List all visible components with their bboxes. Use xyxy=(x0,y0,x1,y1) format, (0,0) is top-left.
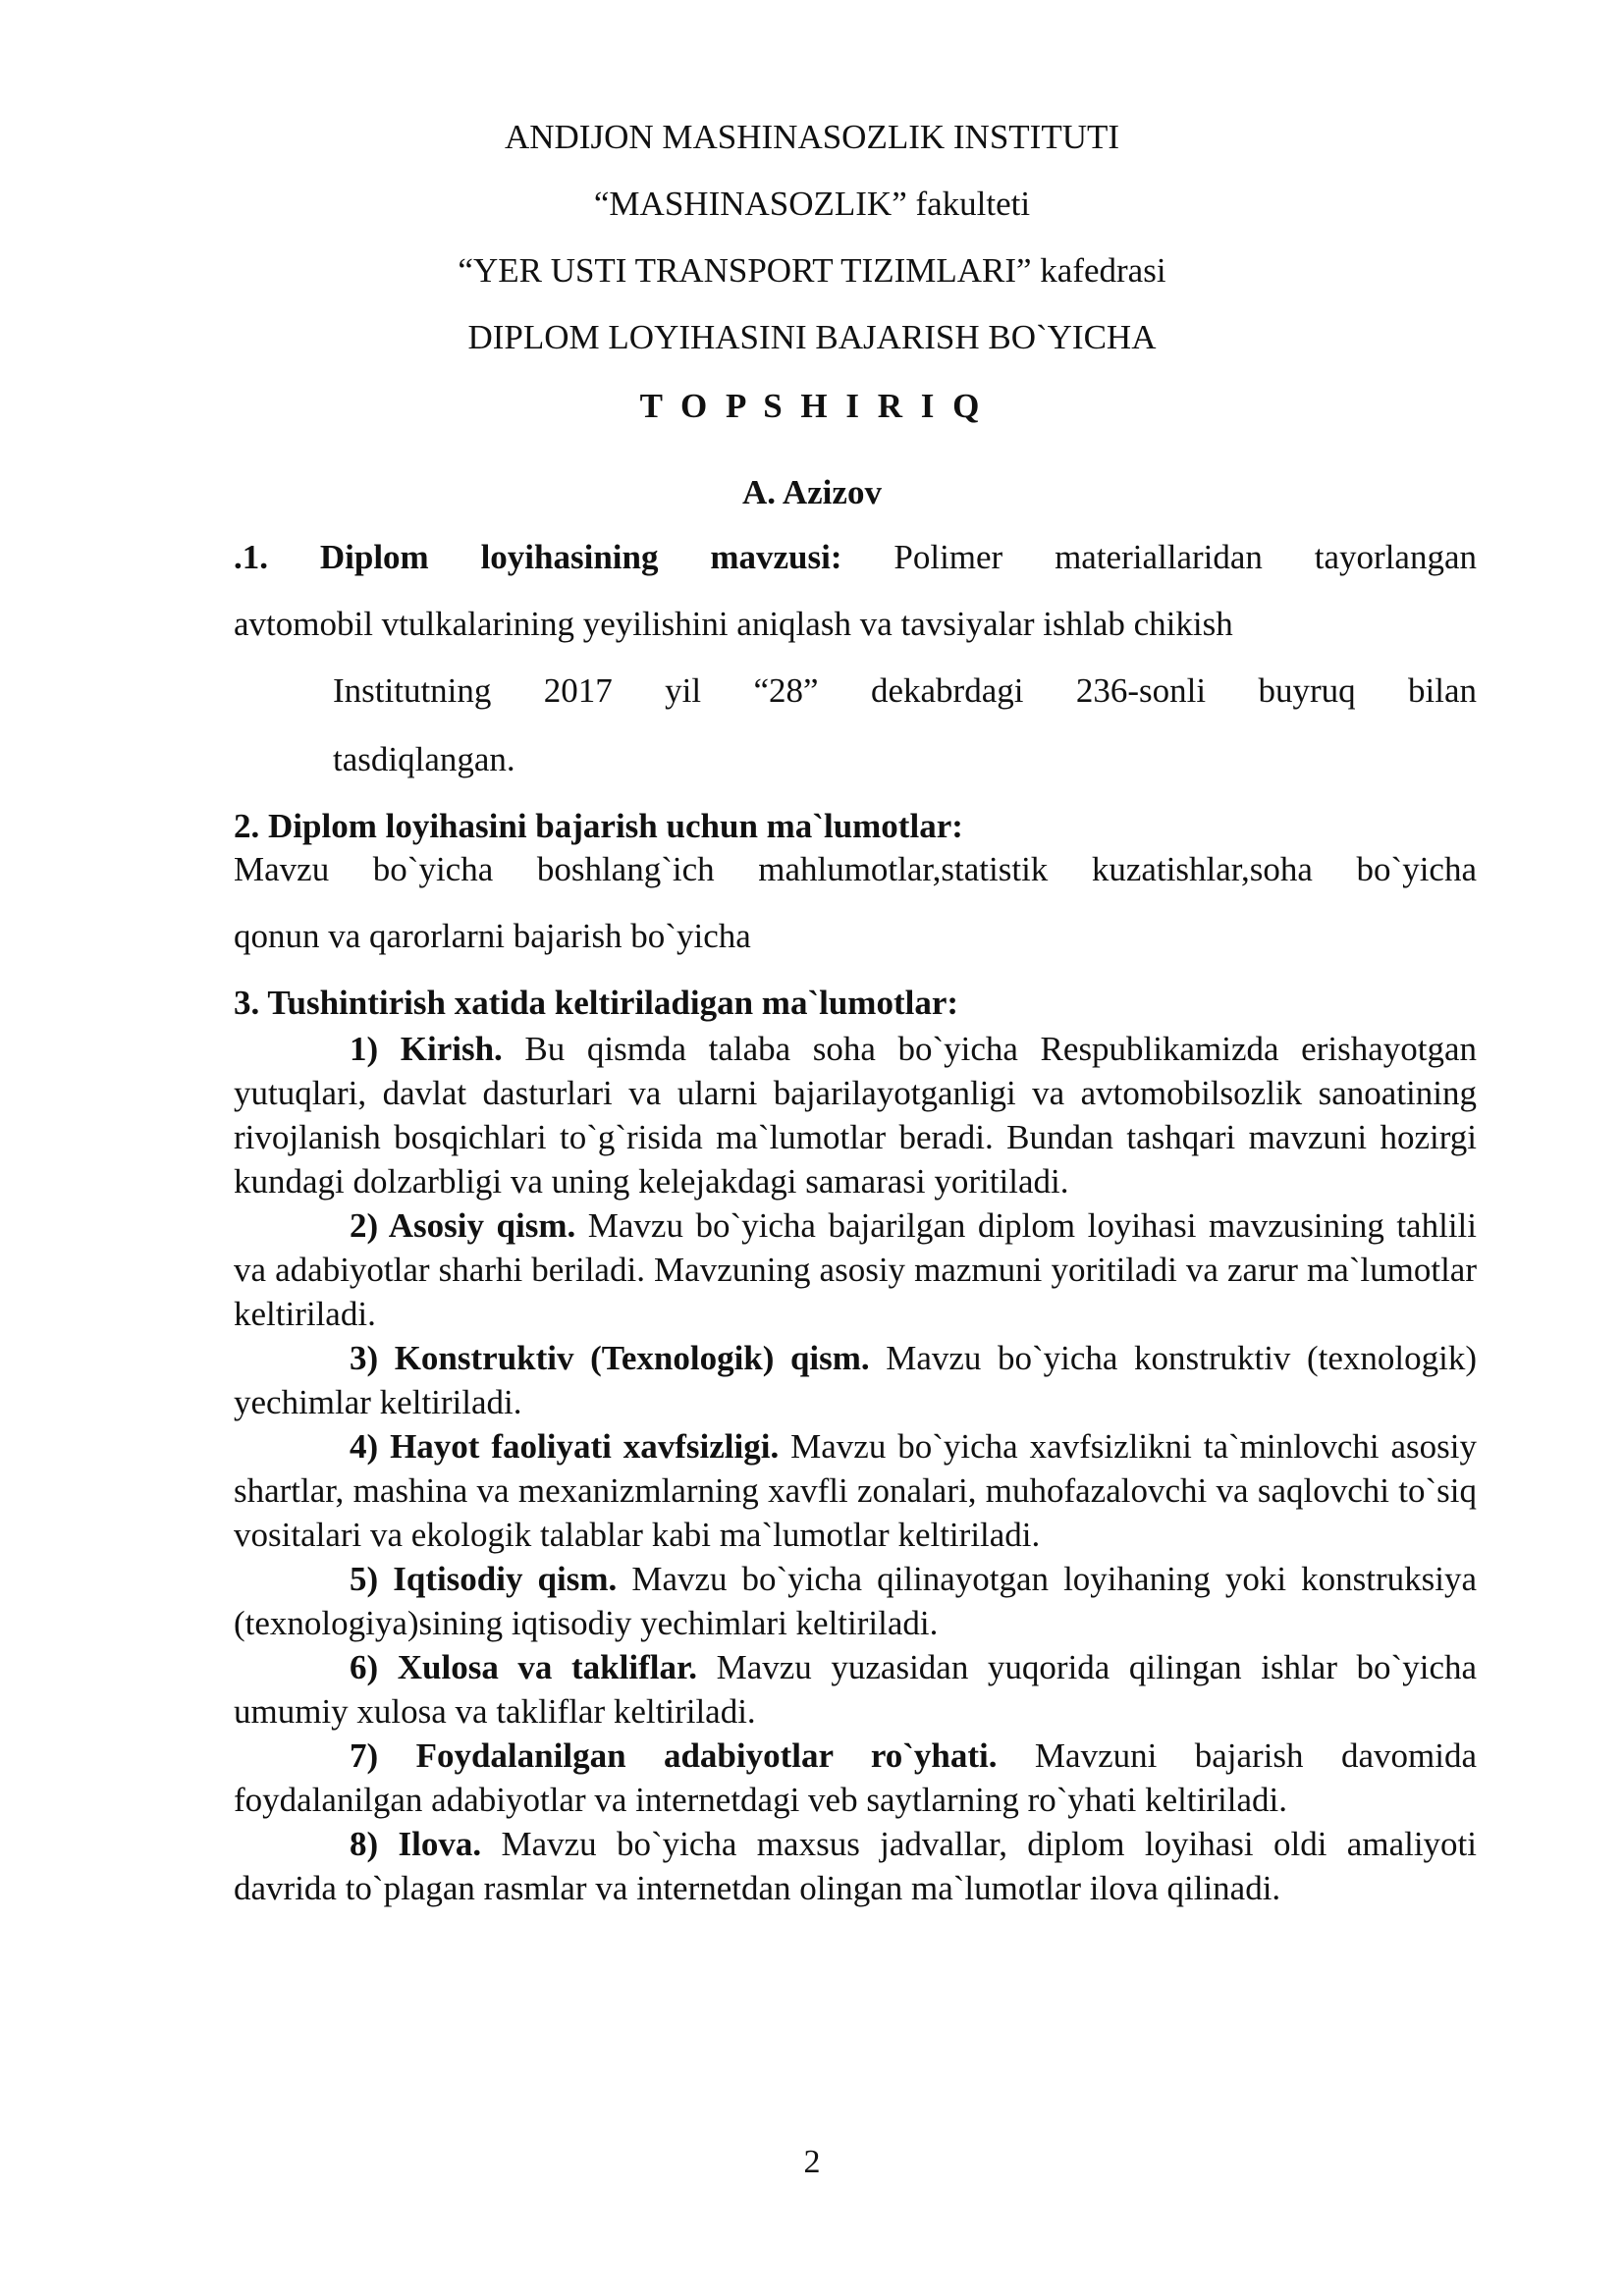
item-text: Mavzu bo`yicha qilinayotgan loyihaning yoki konstruksiya (texnologiya)sining iqtisodiy yechimlari keltiriladi. xyxy=(234,1560,1477,1642)
item-label: 3) Konstruktiv (Texnologik) qism. xyxy=(350,1339,870,1377)
section1-topic-line2: avtomobil vtulkalarining yeyilishini aniqlash va tavsiyalar ishlab chikish xyxy=(234,605,1233,643)
section3-item-introduction xyxy=(234,1027,1477,1203)
section1-order-line2: tasdiqlangan. xyxy=(333,740,515,778)
section3-item-economic-part xyxy=(234,1557,1477,1645)
section1-topic-text: Polimer materiallaridan tayorlangan xyxy=(841,538,1477,576)
item-text: Mavzuni bajarish davomida foydalanilgan adabiyotlar va internetdagi veb saytlarning ro`yhati keltiriladi. xyxy=(234,1736,1477,1819)
section3-item-constructive-part xyxy=(234,1336,1477,1424)
section1-label: .1. Diplom loyihasining mavzusi: xyxy=(234,538,842,576)
page-number: 2 xyxy=(803,2144,821,2180)
item-label: 7) Foydalanilgan adabiyotlar ro`yhati. xyxy=(350,1736,998,1775)
section3-item-conclusions xyxy=(234,1645,1477,1734)
section2-heading: 2. Diplom loyihasini bajarish uchun ma`lumotlar: xyxy=(234,807,963,845)
section3-items xyxy=(234,1027,1477,1910)
section1-topic-line xyxy=(234,538,1477,577)
section3-item-main-part xyxy=(234,1203,1477,1336)
item-text: Bu qismda talaba soha bo`yicha Respublikamizda erishayotgan yutuqlari, davlat dasturlari va ularni bajarilayotganligi va avtomobilsozlik sanoatining rivojlanish bosqichlari to`g`risida ma`lumotlar beradi. Bundan tashqari mavzuni hozirgi kundagi dolzarbligi va uning kelejakdagi samarasi yoritiladi. xyxy=(234,1030,1477,1201)
item-text: Mavzu bo`yicha xavfsizlikni ta`minlovchi asosiy shartlar, mashina va mexanizmlarning xavfli zonalari, muhofazalovchi va saqlovchi to`siq vositalari va ekologik talablar kabi ma`lumotlar keltiriladi. xyxy=(234,1427,1477,1554)
faculty-name: “MASHINASOZLIK” fakulteti xyxy=(593,185,1031,223)
item-text: Mavzu yuzasidan yuqorida qilingan ishlar bo`yicha umumiy xulosa va takliflar keltiriladi. xyxy=(234,1648,1478,1731)
section1-order-line: Institutning 2017 yil “28” dekabrdagi 236-sonli buyruq bilan xyxy=(333,671,1477,710)
student-name: A. Azizov xyxy=(742,473,882,511)
item-label: 1) Kirish. xyxy=(350,1030,503,1068)
department-name: “YER USTI TRANSPORT TIZIMLARI” kafedrasi xyxy=(458,251,1166,290)
item-text: Mavzu bo`yicha konstruktiv (texnologik) yechimlar keltiriladi. xyxy=(234,1339,1477,1421)
institute-name: ANDIJON MASHINASOZLIK INSTITUTI xyxy=(504,118,1120,156)
item-label: 4) Hayot faoliyati xavfsizligi. xyxy=(350,1427,780,1466)
section3-item-references xyxy=(234,1734,1477,1822)
document-title: T O P S H I R I Q xyxy=(639,387,985,425)
item-text: Mavzu bo`yicha maxsus jadvallar, diplom loyihasi oldi amaliyoti davrida to`plagan rasmlar va internetdan olingan ma`lumotlar ilova qilinadi. xyxy=(234,1825,1477,1907)
item-label: 8) Ilova. xyxy=(350,1825,482,1863)
item-text: Mavzu bo`yicha bajarilgan diplom loyihasi mavzusining tahlili va adabiyotlar sharhi beriladi. Mavzuning asosiy mazmuni yoritiladi va zarur ma`lumotlar keltiriladi. xyxy=(234,1206,1477,1333)
section2-line1: Mavzu bo`yicha boshlang`ich mahlumotlar,statistik kuzatishlar,soha bo`yicha xyxy=(234,850,1477,888)
section3-item-life-safety xyxy=(234,1424,1477,1557)
item-label: 2) Asosiy qism. xyxy=(350,1206,576,1245)
section3-heading: 3. Tushintirish xatida keltiriladigan ma`lumotlar: xyxy=(234,984,959,1022)
item-label: 6) Xulosa va takliflar. xyxy=(350,1648,698,1686)
document-subject: DIPLOM LOYIHASINI BAJARISH BO`YICHA xyxy=(467,318,1157,356)
item-label: 5) Iqtisodiy qism. xyxy=(350,1560,618,1598)
section3-item-appendix xyxy=(234,1822,1477,1910)
section2-line2: qonun va qarorlarni bajarish bo`yicha xyxy=(234,917,751,955)
